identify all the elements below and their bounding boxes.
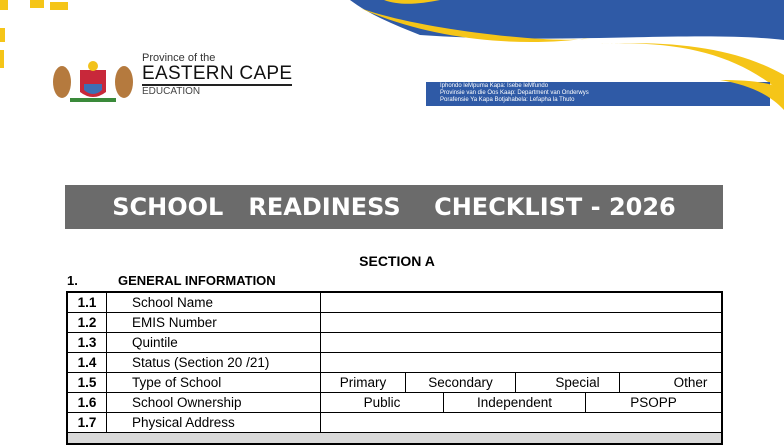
row-number: 1.1 bbox=[67, 292, 107, 313]
tagline-line: Iphondo leMpuma Kapa: Isebe leMfundo bbox=[440, 83, 549, 89]
option-independent[interactable]: Independent bbox=[444, 393, 586, 412]
row-label: School Name bbox=[107, 292, 321, 313]
page-title: SCHOOL READINESS CHECKLIST - 2026 bbox=[65, 185, 723, 229]
logo-line3: EDUCATION bbox=[142, 86, 201, 97]
table-row bbox=[67, 373, 722, 393]
row-label: School Ownership bbox=[107, 393, 321, 413]
tagline-line: Provinsie van die Oos Kaap: Department van Onderwys bbox=[440, 90, 589, 96]
shaded-row bbox=[67, 433, 722, 445]
row-number: 1.4 bbox=[67, 353, 107, 373]
table-row bbox=[67, 433, 722, 445]
emis-number-field[interactable] bbox=[321, 313, 723, 333]
logo-line2: EASTERN CAPE bbox=[142, 63, 293, 84]
option-psopp[interactable]: PSOPP bbox=[630, 395, 677, 410]
heading-number: 1. bbox=[67, 273, 78, 288]
general-information-table bbox=[66, 291, 723, 445]
tagline-line: Porafensie Ya Kapa Botjahabela: Lefapha la Thuto bbox=[440, 97, 575, 103]
physical-address-field[interactable] bbox=[321, 413, 723, 433]
quintile-field[interactable] bbox=[321, 333, 723, 353]
row-label: Type of School bbox=[107, 373, 321, 393]
logo-text bbox=[142, 52, 292, 97]
table-row bbox=[67, 313, 722, 333]
row-label: Status (Section 20 /21) bbox=[107, 353, 321, 373]
option-primary[interactable]: Primary bbox=[321, 373, 406, 392]
row-label: Quintile bbox=[107, 333, 321, 353]
logo-line1: Province of the bbox=[142, 52, 216, 64]
row-number: 1.3 bbox=[67, 333, 107, 353]
table-row bbox=[67, 393, 722, 413]
section-heading: SECTION A bbox=[359, 253, 435, 269]
option-secondary[interactable]: Secondary bbox=[406, 373, 516, 392]
option-public[interactable]: Public bbox=[321, 393, 444, 412]
table-row bbox=[67, 413, 722, 433]
status-field[interactable] bbox=[321, 353, 723, 373]
table-row bbox=[67, 333, 722, 353]
department-tagline bbox=[440, 83, 589, 104]
option-special[interactable]: Special bbox=[516, 373, 620, 392]
option-other[interactable]: Other bbox=[673, 375, 708, 390]
row-number: 1.7 bbox=[67, 413, 107, 433]
row-label: EMIS Number bbox=[107, 313, 321, 333]
row-number: 1.5 bbox=[67, 373, 107, 393]
row-number: 1.6 bbox=[67, 393, 107, 413]
heading-label: GENERAL INFORMATION bbox=[118, 273, 276, 288]
table-row bbox=[67, 353, 722, 373]
row-label: Physical Address bbox=[107, 413, 321, 433]
school-name-field[interactable] bbox=[321, 292, 723, 313]
table-row bbox=[67, 292, 722, 313]
coat-of-arms-logo bbox=[48, 58, 138, 104]
general-information-heading bbox=[67, 273, 276, 288]
row-number: 1.2 bbox=[67, 313, 107, 333]
